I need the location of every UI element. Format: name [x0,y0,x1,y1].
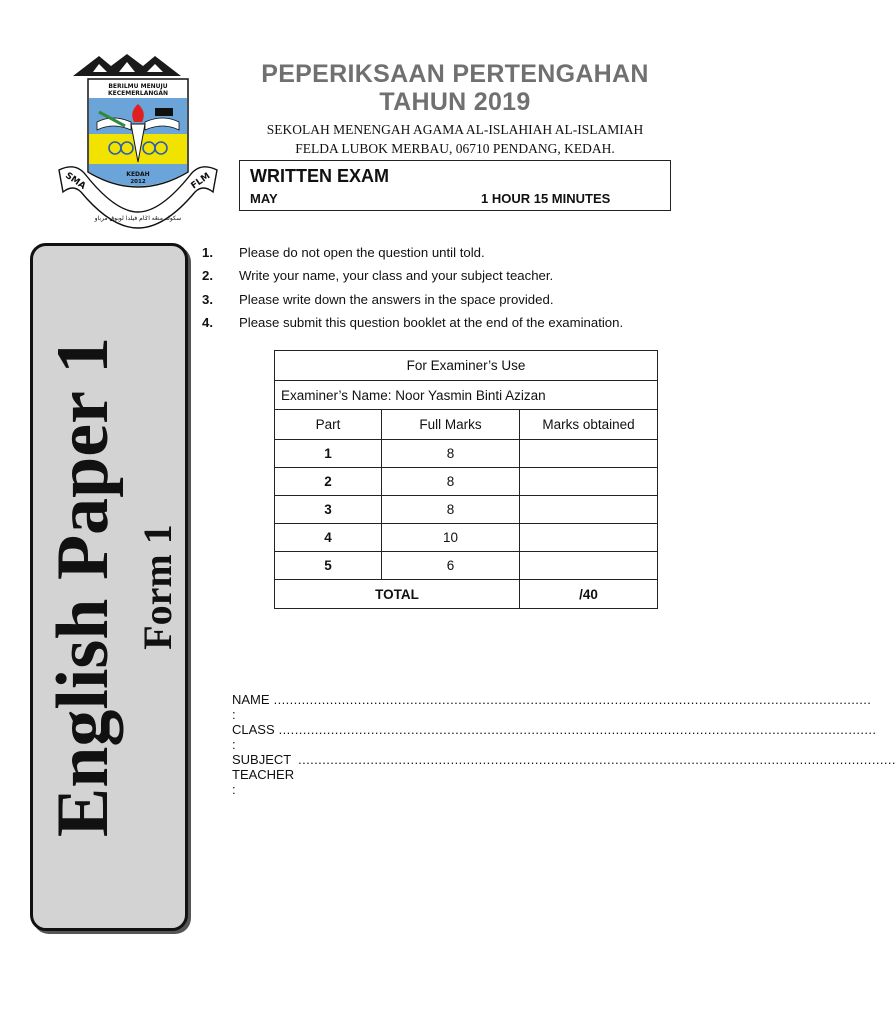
exam-title: WRITTEN EXAM [250,166,389,186]
form-label: Form 1 [135,524,180,650]
full-marks-cell: 8 [382,496,520,524]
exam-info-box [239,160,671,211]
table-heading-row [275,351,658,381]
table-row [275,496,658,524]
name-dotted-line[interactable]: ..................................................................................................................................................... [273,692,872,707]
total-row [275,580,658,609]
marks-obtained-cell[interactable] [520,524,658,552]
class-dotted-line[interactable]: ..................................................................................................................................................... [278,722,877,737]
full-marks-cell: 10 [382,524,520,552]
title-line-1: PEPERIKSAAN PERTENGAHAN [261,60,649,88]
instruction-item: 1. Please do not open the question until told. [202,245,485,260]
subject-title: English Paper 1 [42,336,124,838]
marks-obtained-cell[interactable] [520,440,658,468]
school-logo [55,52,220,227]
class-field[interactable] [232,722,877,752]
school-address [225,120,685,158]
full-marks-cell: 8 [382,468,520,496]
marks-obtained-cell[interactable] [520,552,658,580]
student-details [232,692,896,797]
table-header-row [275,410,658,440]
name-field[interactable] [232,692,872,722]
column-header-part: Part [275,410,382,440]
class-label: CLASS : [232,722,275,752]
exam-duration: 1 HOUR 15 MINUTES [481,191,611,206]
full-marks-cell: 6 [382,552,520,580]
marks-obtained-cell[interactable] [520,496,658,524]
part-cell: 2 [275,468,382,496]
table-row [275,468,658,496]
instruction-item: 4. Please submit this question booklet at the end of the examination. [202,314,624,330]
examiner-use-heading: For Examiner’s Use [275,351,658,381]
part-cell: 4 [275,524,382,552]
svg-text:سكوله منڠه اݢام فيلدا لوبوق مر: سكوله منڠه اݢام فيلدا لوبوق مرباو [94,215,182,222]
svg-text:KECEMERLANGAN: KECEMERLANGAN [107,90,169,97]
title-line-2: TAHUN 2019 [379,88,531,116]
school-name: SEKOLAH MENENGAH AGAMA AL-ISLAHIAH AL-ISLAMIAH [266,122,644,137]
instructions-list [202,244,682,337]
subject-side-panel [30,243,188,931]
table-row [275,440,658,468]
name-label: NAME : [232,692,270,722]
subject-teacher-label: SUBJECT TEACHER : [232,752,295,797]
svg-text:SMA: SMA [63,170,88,192]
svg-text:KEDAH: KEDAH [126,171,150,178]
full-marks-cell: 8 [382,440,520,468]
table-row [275,552,658,580]
total-label: TOTAL [275,580,520,609]
exam-month: MAY [250,191,278,206]
exam-series-title [215,60,695,116]
examiner-marks-table [274,350,658,609]
svg-text:FLM: FLM [189,171,213,192]
svg-text:2012: 2012 [130,179,146,185]
part-cell: 5 [275,552,382,580]
instruction-item: 2. Write your name, your class and your subject teacher. [202,268,554,284]
examiner-name: Examiner’s Name: Noor Yasmin Binti Azizan [275,381,658,410]
school-crest-icon [55,52,220,227]
marks-obtained-cell[interactable] [520,468,658,496]
table-row [275,524,658,552]
instruction-item: 3. Please write down the answers in the space provided. [202,291,554,307]
part-cell: 3 [275,496,382,524]
total-value[interactable]: /40 [520,580,658,609]
column-header-full-marks: Full Marks [382,410,520,440]
column-header-marks-obtained: Marks obtained [520,410,658,440]
examiner-name-row [275,381,658,410]
svg-text:BERILMU MENUJU: BERILMU MENUJU [108,83,168,90]
part-cell: 1 [275,440,382,468]
subject-teacher-field[interactable] [232,752,896,797]
school-location: FELDA LUBOK MERBAU, 06710 PENDANG, KEDAH. [295,141,615,156]
subject-teacher-dotted-line[interactable]: ..................................................................................................................................................... [298,752,896,767]
